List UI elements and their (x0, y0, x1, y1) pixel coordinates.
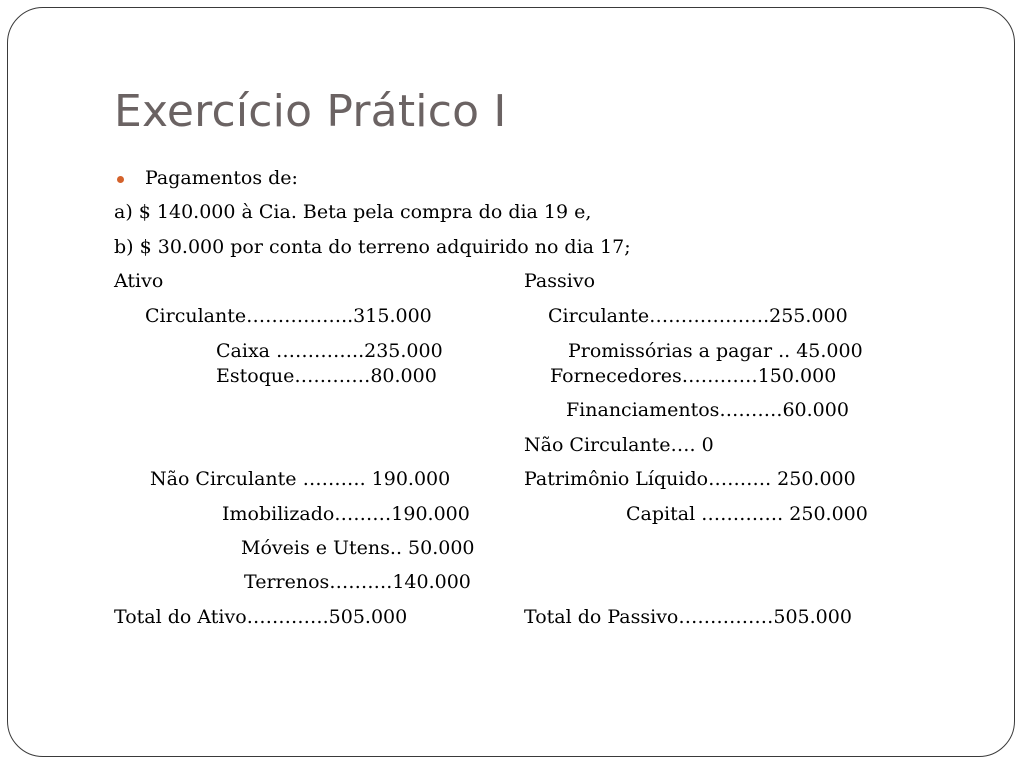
ativo-nao-circulante: Não Circulante ………. 190.000 (150, 468, 451, 490)
ativo-terrenos: Terrenos……….140.000 (244, 571, 471, 593)
ativo-caixa: Caixa …………..235.000 (216, 340, 443, 362)
bullet-text: Pagamentos de: (145, 167, 298, 189)
passivo-circulante: Circulante……………….255.000 (548, 305, 848, 327)
ativo-estoque: Estoque…………80.000 (216, 365, 437, 387)
passivo-financiamentos: Financiamentos……….60.000 (566, 399, 849, 421)
passivo-nao-circulante: Não Circulante…. 0 (524, 434, 714, 456)
slide (7, 7, 1015, 757)
passivo-heading: Passivo (524, 270, 596, 292)
slide-title: Exercício Prático I (114, 86, 507, 137)
passivo-patrimonio: Patrimônio Líquido………. 250.000 (524, 468, 856, 490)
ativo-heading: Ativo (114, 270, 164, 292)
passivo-fornecedores: Fornecedores…………150.000 (550, 365, 837, 387)
item-a: a) $ 140.000 à Cia. Beta pela compra do dia 19 e, (114, 201, 592, 223)
ativo-moveis: Móveis e Utens.. 50.000 (241, 537, 475, 559)
passivo-promissorias: Promissórias a pagar .. 45.000 (568, 340, 863, 362)
ativo-circulante: Circulante……………..315.000 (145, 305, 432, 327)
passivo-total: Total do Passivo……………505.000 (524, 606, 852, 628)
passivo-capital: Capital …………. 250.000 (626, 503, 868, 525)
ativo-total: Total do Ativo………….505.000 (114, 606, 408, 628)
ativo-imobilizado: Imobilizado………190.000 (222, 503, 470, 525)
item-b: b) $ 30.000 por conta do terreno adquirido no dia 17; (114, 236, 631, 258)
bullet-dot-icon (117, 176, 124, 183)
